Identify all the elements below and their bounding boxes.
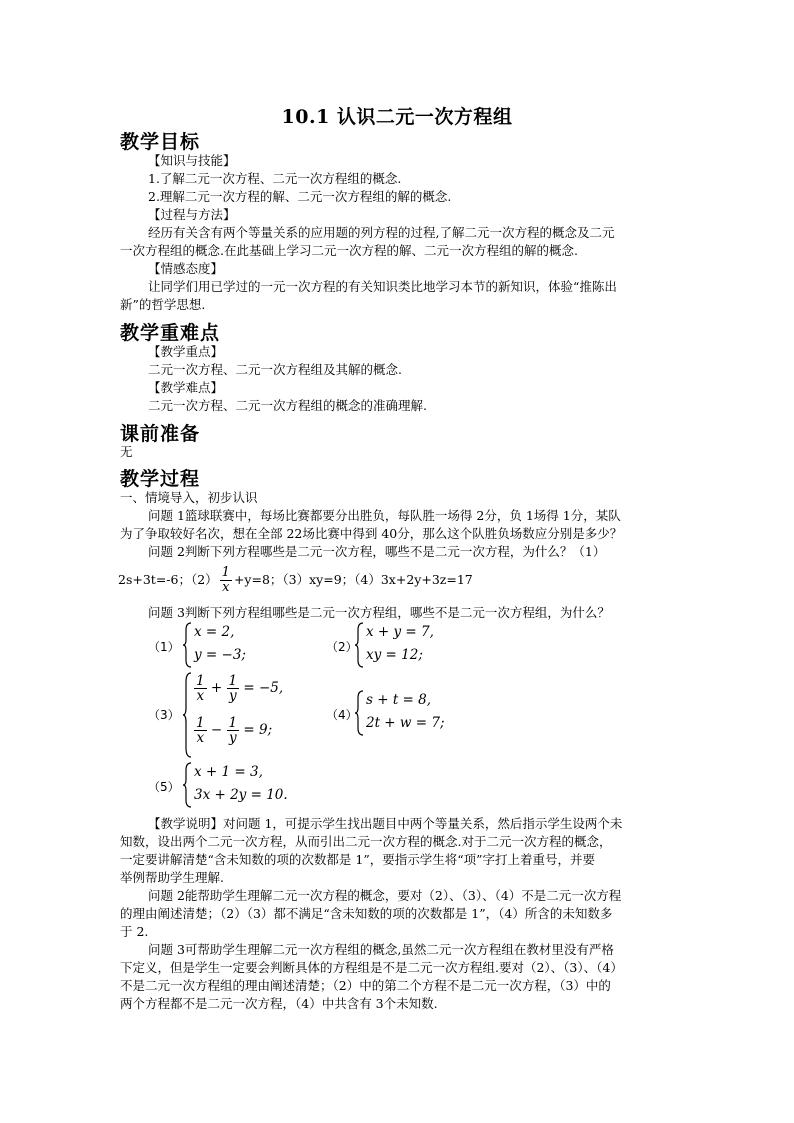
system-5-row-1: x + 1 = 3,	[194, 764, 263, 780]
s3-r1-den-2: y	[228, 688, 237, 704]
knowledge-item-1: 1.了解二元一次方程、二元一次方程组的概念.	[148, 171, 402, 186]
brace-icon	[354, 690, 364, 736]
note-line-1: 【教学说明】对问题 1，可提示学生找出题目中两个等量关系，然后指示学生设两个未	[148, 816, 623, 831]
brace-icon	[354, 622, 364, 668]
question-2-equations	[118, 566, 678, 595]
brace-icon	[182, 622, 192, 668]
system-3-label: （3）	[148, 708, 180, 722]
note-line-8: 问题 3可帮助学生理解二元一次方程组的概念,虽然二元一次方程组在教材里没有严格	[148, 942, 614, 957]
system-3-row-1: $\frac{1}{x}$ + $\frac{1}{y}$ = −5,	[196, 673, 284, 704]
system-2-row-1: x + y = 7,	[366, 624, 434, 640]
system-2-row-2: xy = 12;	[366, 647, 423, 663]
attitude-line-1: 让同学们用已学过的一元一次方程的有关知识类比地学习本节的新知识，体验“推陈出	[148, 279, 617, 294]
q2-equations-rest: +y=8；（3）xy=9；（4）3x+2y+3z=17	[233, 572, 473, 587]
note-line-5: 问题 2能帮助学生理解二元一次方程的概念，要对（2）、（3）、（4）不是二元一次方程	[148, 888, 622, 903]
system-5-row-2: 3x + 2y = 10.	[194, 787, 288, 803]
knowledge-item-2: 2.理解二元一次方程的解、二元一次方程组的解的概念.	[148, 189, 452, 204]
s3-r2-den-2: y	[228, 730, 237, 746]
s3-r1-end: = −5,	[243, 680, 284, 696]
brace-icon	[182, 762, 192, 808]
question-1-line-2: 为了争取较好名次，想在全部 22场比赛中得到 40分，那么这个队胜负场数应分别是多少？	[120, 526, 623, 541]
prep-text: 无	[120, 444, 133, 459]
system-2	[326, 622, 476, 670]
s3-r2-den-1: x	[196, 730, 205, 746]
section-heading-process: 教学过程	[120, 468, 201, 490]
s3-r1-num-1: 1	[196, 673, 205, 689]
system-3	[148, 672, 318, 758]
brace-icon	[182, 672, 192, 758]
attitude-heading: 【情感态度】	[148, 261, 224, 276]
q2-frac-num: 1	[221, 565, 230, 580]
note-line-6: 的理由阐述清楚；（2）（3）都不满足“含未知数的项的次数都是 1”，（4）所含的未知数多	[120, 906, 613, 921]
process-method-line-2: 一次方程组的概念.在此基础上学习二元一次方程的解、二元一次方程组的解的概念.	[120, 243, 578, 258]
system-5-label: （5）	[148, 780, 180, 794]
attitude-line-2: 新”的哲学思想.	[120, 297, 206, 312]
note-line-10: 不是二元一次方程组的理由阐述清楚；（2）中的第二个方程不是二元一次方程，（3）中的	[120, 978, 611, 993]
knowledge-heading: 【知识与技能】	[148, 153, 236, 168]
note-line-7: 于 2.	[120, 924, 149, 939]
question-1-line-1: 问题 1篮球联赛中，每场比赛都要分出胜负，每队胜一场得 2分，负 1场得 1分，某队	[148, 508, 621, 523]
q2-equation-1: 2s+3t=-6；（2）	[118, 572, 218, 587]
system-1-label: （1）	[148, 640, 180, 654]
system-4	[326, 690, 476, 738]
system-1-row-2: y = −3;	[194, 647, 246, 663]
s3-r2-num-2: 1	[228, 715, 238, 731]
note-line-3: 一定要讲解清楚“含未知数的项的次数都是 1”，要指示学生将“项”字打上着重号，并要	[120, 852, 595, 867]
question-3-line-1: 问题 3判断下列方程组哪些是二元一次方程组，哪些不是二元一次方程组，为什么？	[148, 605, 610, 620]
difficulty-text: 二元一次方程、二元一次方程组的概念的准确理解.	[148, 398, 427, 413]
s3-r2-num-1: 1	[196, 715, 205, 731]
step-1-heading: 一、情境导入，初步认识	[120, 490, 258, 505]
s3-r1-num-2: 1	[228, 673, 238, 689]
process-method-line-1: 经历有关含有两个等量关系的应用题的列方程的过程,了解二元一次方程的概念及二元	[148, 225, 615, 240]
s3-r1-den-1: x	[196, 688, 205, 704]
system-4-row-2: 2t + w = 7;	[366, 715, 445, 731]
system-3-row-2: $\frac{1}{x}$ − $\frac{1}{y}$ = 9;	[196, 715, 273, 746]
system-1-row-1: x = 2,	[194, 624, 235, 640]
q2-fraction	[220, 566, 232, 595]
system-2-label: （2）	[326, 640, 358, 654]
section-heading-prep: 课前准备	[120, 423, 201, 445]
focus-text: 二元一次方程、二元一次方程组及其解的概念.	[148, 362, 402, 377]
section-heading-key-points: 教学重难点	[120, 322, 221, 344]
question-2-line-1: 问题 2判断下列方程哪些是二元一次方程，哪些不是二元一次方程，为什么？（1）	[148, 544, 606, 559]
system-4-row-1: s + t = 8,	[366, 692, 432, 708]
difficulty-heading: 【教学难点】	[148, 380, 224, 395]
document-title: 10.1 认识二元一次方程组	[281, 106, 513, 128]
process-method-heading: 【过程与方法】	[148, 207, 236, 222]
note-line-2: 知数，设出两个二元一次方程，从而引出二元一次方程的概念.对于二元一次方程的概念，	[120, 834, 612, 849]
system-1	[148, 622, 298, 670]
note-line-9: 下定义，但是学生一定要会判断具体的方程组是不是二元一次方程组.要对（2）、（3）、（4）	[120, 960, 623, 975]
focus-heading: 【教学重点】	[148, 344, 224, 359]
s3-r2-end: = 9;	[243, 722, 273, 738]
system-4-label: （4）	[326, 708, 358, 722]
q2-frac-den: x	[222, 580, 230, 595]
note-line-11: 两个方程都不是二元一次方程，（4）中共含有 3个未知数.	[120, 996, 438, 1011]
section-heading-goals: 教学目标	[120, 131, 201, 153]
note-line-4: 举例帮助学生理解.	[120, 870, 224, 885]
system-5	[148, 762, 308, 810]
